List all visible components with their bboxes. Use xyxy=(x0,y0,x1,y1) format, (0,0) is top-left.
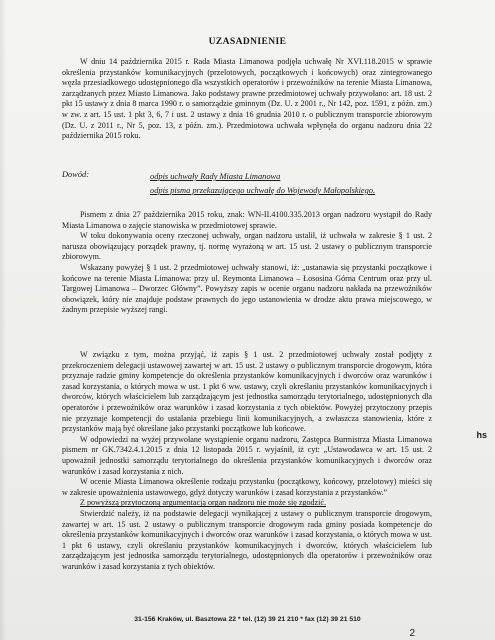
evidence-label: Dowód: xyxy=(62,170,89,179)
page-edge-shadow xyxy=(0,0,6,640)
body-section-1 xyxy=(62,210,432,316)
paragraph-delegation: W związku z tym, można przyjąć, iż zapis § 1 ust. 2 przedmiotowej uchwały został podjęty z przekroczeniem delegacji ustawowej zawartej w art. 15 ust. 2 ustawy o publicznym transporcie drogowym, która przyznaje radzie gminy kompetencje do określenia przystanków komunikacyjnych i dworców oraz warunków i zasad korzystania, o których mowa w ust. 1 pkt 6 ww. ustawy, czyli określaniu przystanków komunikacyjnych i dworców, których właścicielem lub zarządzającym jest jednostka samorządu terytorialnego, udostępnionych dla operatorów i przewoźników oraz warunków i zasad korzystania z tych obiektów. Powyżej przytoczony przepis nie przyznaje kompetencji do ustalania przebiegu linii komunikacyjnych, a zwłaszcza stanowienia, które z przystanków mają być określane jako przystanki początkowe lub końcowe. xyxy=(62,350,432,434)
paragraph-conclusion: Stwierdzić należy, iż na podstawie delegacji wynikającej z ustawy o publicznym transporcie drogowym, zawartej w art. 15 ust. 2 ustawy o publicznym transporcie drogowym rada gminy posiada kompetencje do określenia przystanków komunikacyjnych i dworców oraz warunków i zasad korzystania, o których mowa w ust. 1 pkt 6 ustawy, czyli określaniu przystanków komunikacyjnych i dworców, których właścicielem lub zarządzającym jest jednostka samorządu terytorialnego, udostępnionych dla operatorów i przewoźników oraz warunków i zasad korzystania z tych obiektów. xyxy=(62,508,432,571)
paragraph-request: Pismem z dnia 27 października 2015 roku, znak: WN-II.4100.335.2013 organ nadzoru wystąpił do Rady Miasta Limanowa o zajęcie stanowiska w przedmiotowej sprawie. xyxy=(62,210,432,230)
intro-section xyxy=(62,57,432,142)
page-number: 2 xyxy=(409,628,415,639)
handwritten-initials: hs xyxy=(476,430,487,440)
paragraph-assessment: W ocenie Miasta Limanowa określenie rodzaju przystanku (początkowy, końcowy, przelotowy) mieści się w zakresie upoważnienia ustawowego, gdyż dotyczy warunków i zasad korzystania z przystanków.” xyxy=(62,477,432,497)
paragraph-disagreement: Z powyższą przytoczoną argumentacją organ nadzoru nie może się zgodzić. xyxy=(80,498,327,508)
paragraph-response: W odpowiedzi na wyżej przywołane wystąpienie organu nadzoru, Zastępca Burmistrza Miasta Limanowa pismem nr GK.7342.4.1.2015 z dnia 12 listopada 2015 r. wyjaśnił, iż cyt: „Ustawodawca w art. 15 ust. 2 upoważnił jednostki samorządu terytorialnego do określenia przystanków komunikacyjnych i dworców oraz warunków i zasad korzystania z nich. xyxy=(62,434,432,476)
evidence-item: odpis uchwały Rady Miasta Limanowa xyxy=(150,172,281,181)
paragraph-findings: W toku dokonywania oceny rzeczonej uchwały, organ nadzoru ustalił, iż uchwała w zakresie § 1 ust. 2 narusza obowiązujący porządek prawny, tj. normę wyrażoną w art. 15 ust. 2 ustawy o publicznym transporcie zbiorowym. xyxy=(62,231,432,262)
evidence-item: odpis pisma przekazującego uchwałę do Wojewody Małopolskiego. xyxy=(150,186,376,195)
paragraph-quoted-provision: Wskazany powyżej § 1 ust. 2 przedmiotowej uchwały stanowi, iż: „ustanawia się przystanki początkowe i końcowe na terenie Miasta Limanowa: przy ul. Reymonta Limanowa – Łososina Górna Centrum oraz przy ul. Targowej Limanowa – Dworzec Główny”. Powyższy zapis w ocenie organu nadzoru nakłada na przewoźników obowiązek, który nie znajduje podstaw prawnych do jego ustanowienia w drodze aktu prawa miejscowego, w żadnym przepisie wyższej rangi. xyxy=(62,262,432,315)
evidence-list xyxy=(150,170,375,198)
footer-address: 31-156 Kraków, ul. Basztowa 22 * tel. (12) 39 21 210 * fax (12) 39 21 510 xyxy=(134,616,361,623)
document-title: UZASADNIENIE xyxy=(208,37,287,47)
body-section-2 xyxy=(62,350,432,572)
paragraph-resolution-info: W dniu 14 października 2015 r. Rada Miasta Limanowa podjęła uchwałę Nr XVI.118.2015 w sprawie określenia przystanków komunikacyjnych (przelotowych, początkowych i końcowych) oraz zintegrowanego węzła przesiadkowego udostępnionego dla wszystkich operatorów i przewoźników na terenie Miasta Limanowa, zarządzanych przez Miasto Limanowa. Jako podstawy prawne przedmiotowej uchwały przywołano: art. 18 ust. 2 pkt 15 ustawy z dnia 8 marca 1990 r. o samorządzie gminnym (Dz. U. z 2001 r., Nr 142, poz. 1591, z późn. zm.) w zw. z art. 15 ust. 1 pkt 3, 6, 7 i ust. 2 ustawy z dnia 16 grudnia 2010 r. o publicznym transporcie zbiorowym (Dz. U. z 2011 r., Nr 5, poz. 13, z późn. zm.). Przedmiotowa uchwała wpłynęła do organu nadzoru dnia 22 października 2015 roku. xyxy=(62,57,432,141)
